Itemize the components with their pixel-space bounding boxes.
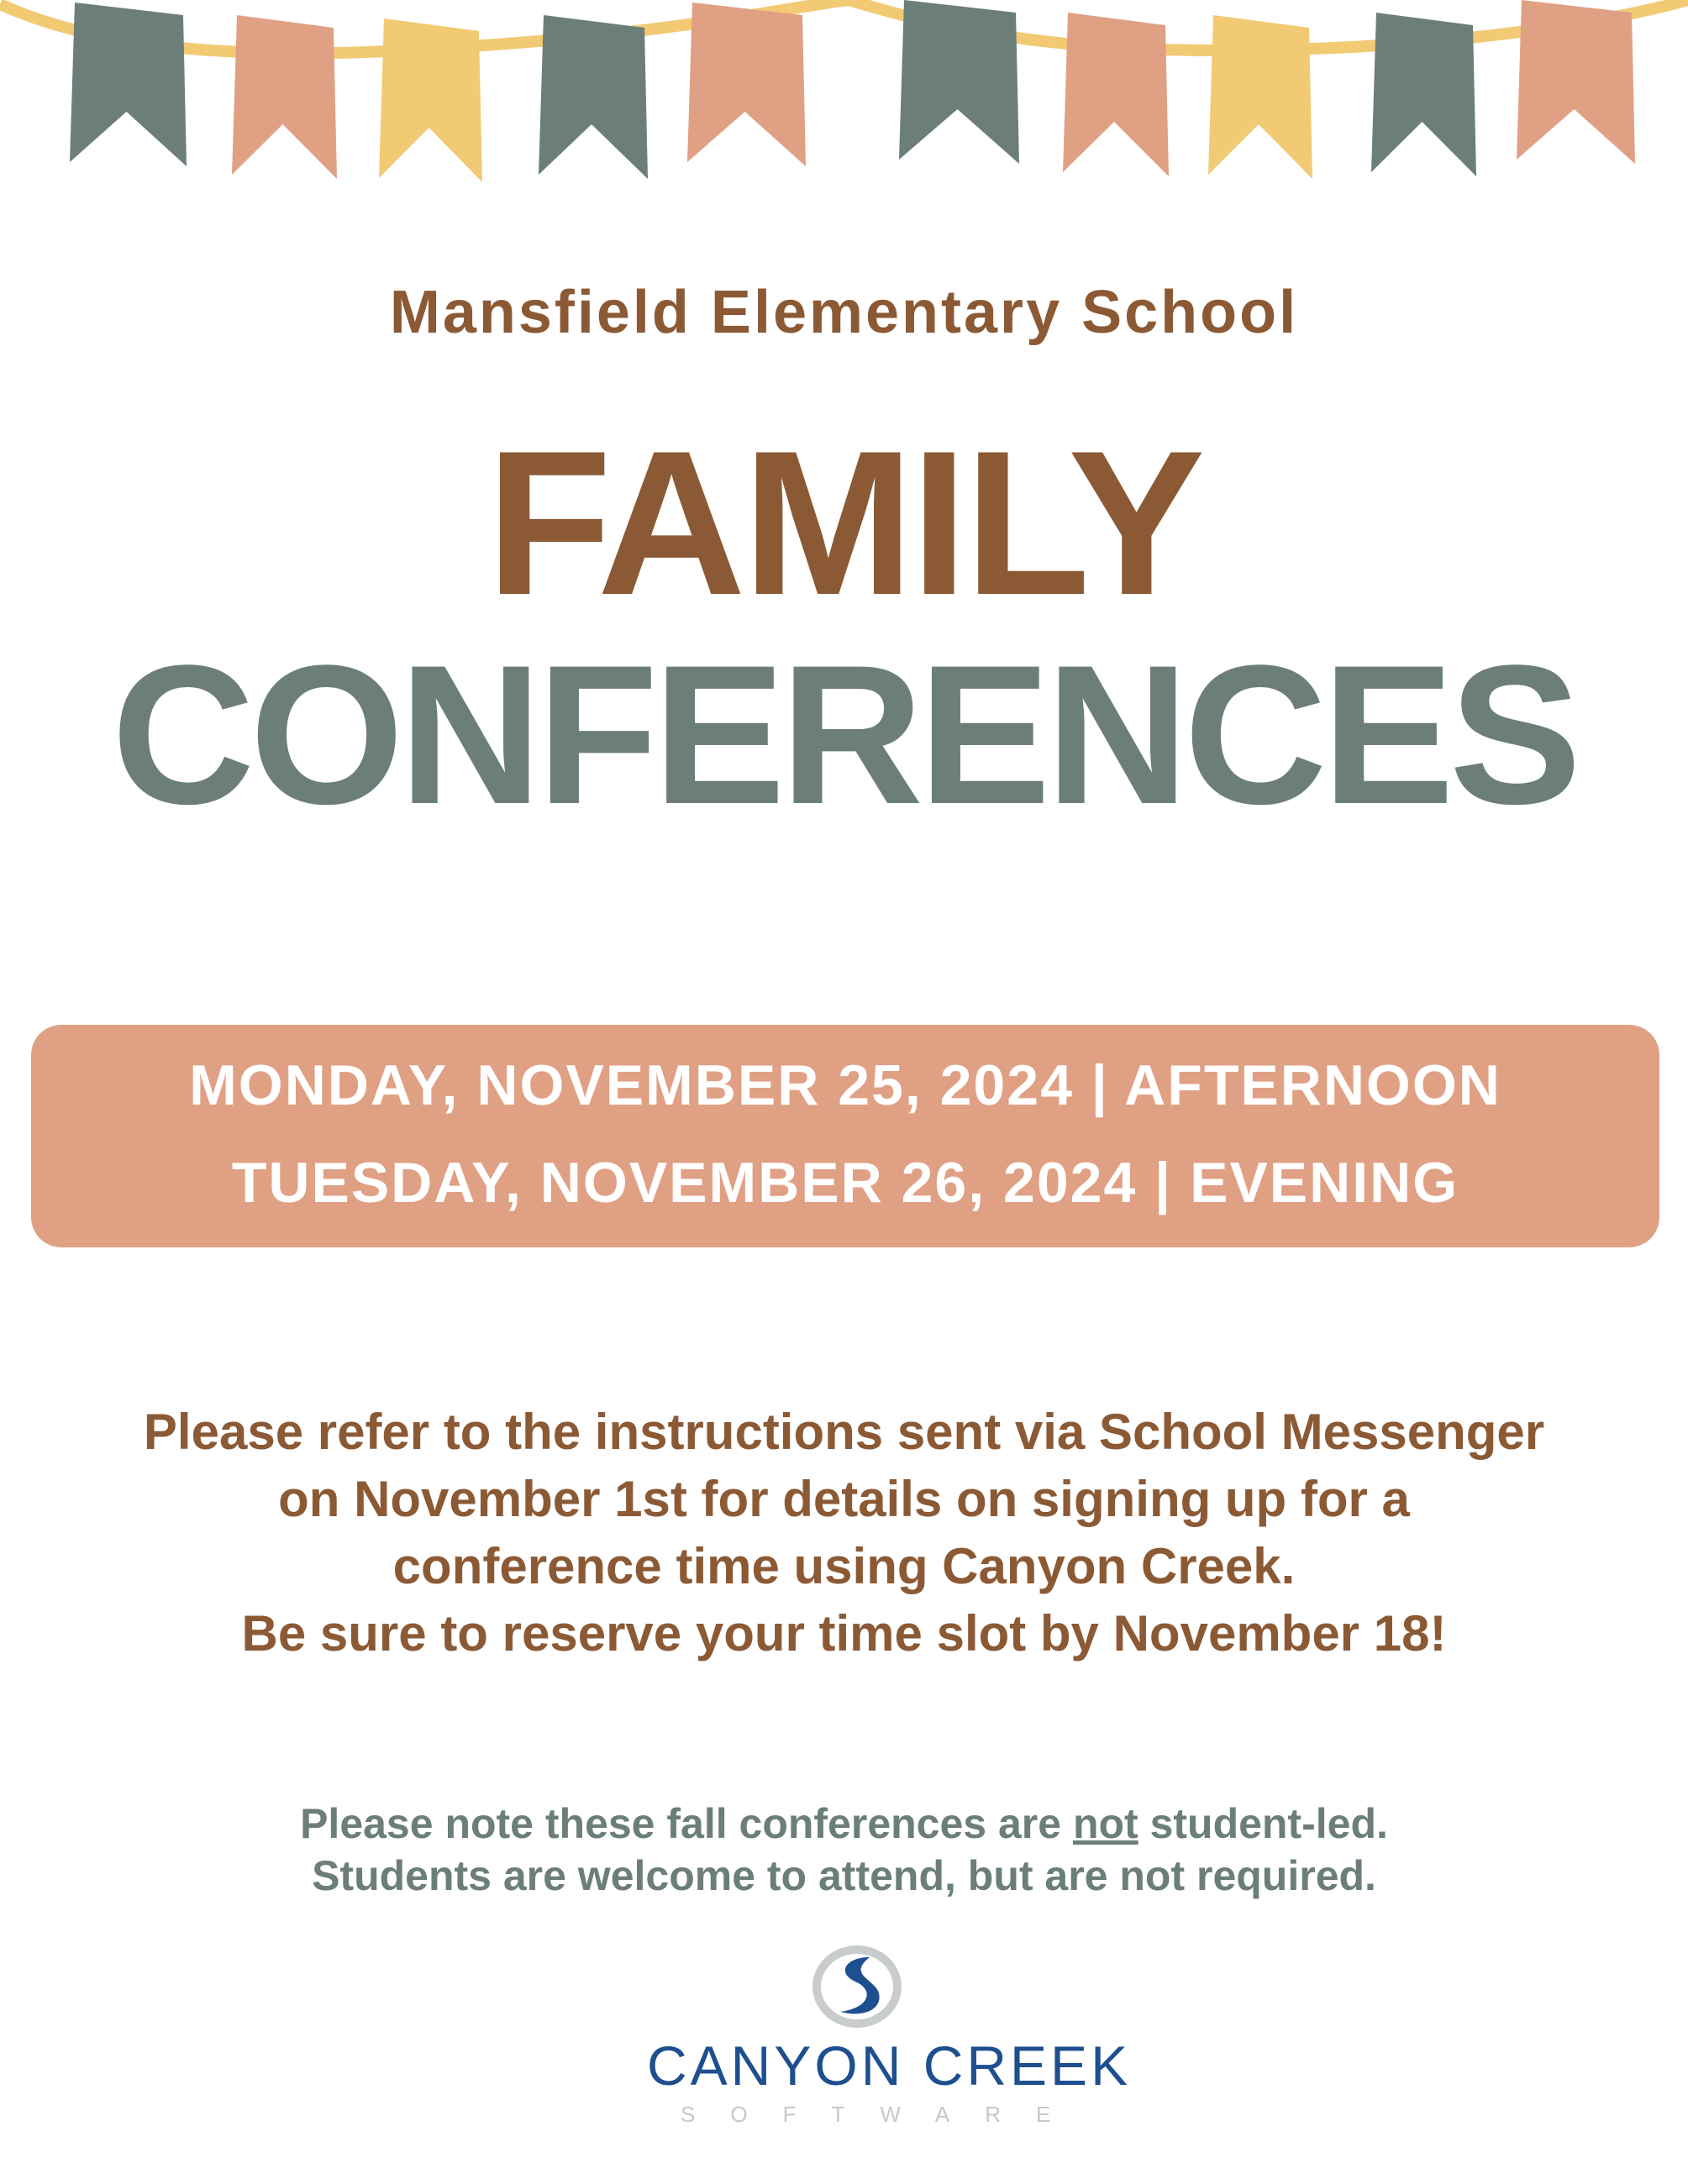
bunting-flag: [1517, 0, 1635, 164]
title-conferences: CONFERENCES: [111, 624, 1577, 846]
instructions-paragraph: [0, 1399, 1688, 1667]
canyon-creek-logo-icon: [811, 1945, 903, 2029]
note-text: student-led.: [1138, 1800, 1388, 1847]
logo-subtitle: SOFTWARE: [681, 2102, 1086, 2127]
canyon-creek-logo: [647, 1945, 1132, 2128]
title-family: FAMILY: [486, 407, 1202, 638]
bunting-flag: [70, 3, 187, 166]
bunting-flag: [539, 15, 648, 179]
note-paragraph: [0, 1798, 1688, 1902]
note-emphasis: not: [1072, 1800, 1138, 1847]
school-name: Mansfield Elementary School: [389, 279, 1299, 346]
note-line-2: Students are welcome to attend, but are not required.: [312, 1852, 1376, 1899]
instructions-line: Please refer to the instructions sent via School Messenger: [143, 1404, 1545, 1460]
instructions-line: on November 1st for details on signing up for a: [278, 1471, 1410, 1527]
dates-banner: [31, 1025, 1659, 1247]
bunting-decoration: [0, 0, 1688, 185]
bunting-flag: [379, 18, 482, 182]
bunting-flag: [1208, 15, 1312, 179]
bunting-flag: [899, 0, 1019, 164]
bunting-flags: [70, 0, 1635, 182]
note-line-1: [0, 1798, 1688, 1850]
bunting-flag: [232, 15, 337, 179]
note-text: Please note these fall conferences are: [300, 1800, 1073, 1847]
instructions-line: conference time using Canyon Creek.: [392, 1538, 1296, 1594]
date-line-monday: MONDAY, NOVEMBER 25, 2024 | AFTERNOON: [189, 1053, 1501, 1117]
bunting-flag: [687, 3, 806, 166]
bunting-flag: [1371, 13, 1476, 176]
instructions-line: Be sure to reserve your time slot by November 18!: [241, 1605, 1447, 1662]
bunting-flag: [1063, 13, 1169, 176]
date-line-tuesday: TUESDAY, NOVEMBER 26, 2024 | EVENING: [231, 1151, 1459, 1215]
logo-name: CANYON CREEK: [647, 2034, 1132, 2097]
